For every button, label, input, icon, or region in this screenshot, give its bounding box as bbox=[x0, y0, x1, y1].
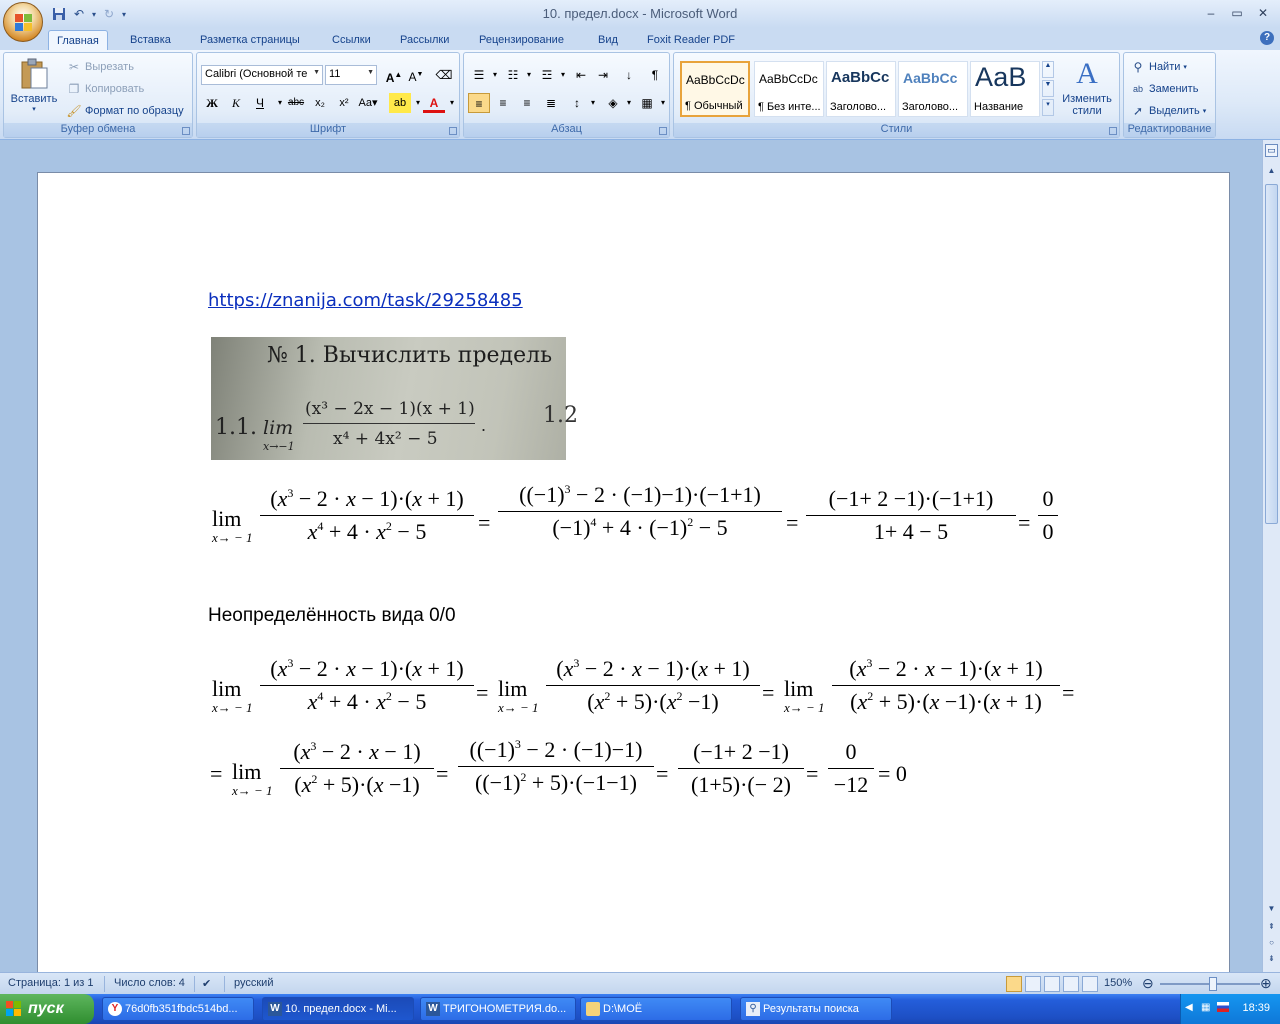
maximize-button[interactable]: ▭ bbox=[1231, 6, 1243, 20]
taskbar-item-search-results[interactable] bbox=[740, 997, 892, 1021]
bullets-icon[interactable]: ☰ bbox=[473, 68, 485, 82]
style-sample: AaBbCс bbox=[831, 69, 890, 86]
equals-sign: = bbox=[436, 761, 449, 786]
vertical-scrollbar[interactable] bbox=[1262, 140, 1280, 972]
paste-button[interactable] bbox=[7, 56, 61, 118]
font-group bbox=[196, 52, 460, 138]
windows-logo-icon bbox=[6, 1001, 22, 1017]
undo-dropdown-icon[interactable]: ▾ bbox=[91, 9, 96, 19]
cursor-icon: ➚ bbox=[1132, 104, 1144, 118]
taskbar-item-folder[interactable] bbox=[580, 997, 732, 1021]
styles-launcher-icon[interactable] bbox=[1109, 127, 1117, 135]
replace-button[interactable] bbox=[1130, 79, 1198, 99]
tab-home[interactable]: Главная bbox=[48, 30, 108, 50]
window-title: 10. предел.docx - Microsoft Word bbox=[542, 6, 738, 21]
help-icon[interactable]: ? bbox=[1260, 31, 1274, 45]
borders-icon[interactable]: ▦ bbox=[641, 96, 653, 110]
style-no-spacing[interactable] bbox=[754, 61, 824, 117]
clock[interactable]: 18:39 bbox=[1242, 1002, 1270, 1014]
change-case-icon[interactable]: Aa▾ bbox=[358, 97, 378, 109]
scroll-up-icon[interactable]: ▲ bbox=[1267, 166, 1276, 175]
scroll-thumb[interactable] bbox=[1265, 184, 1278, 524]
font-name-field[interactable] bbox=[201, 65, 323, 85]
font-color-icon[interactable]: A bbox=[423, 93, 445, 113]
style-sample: AaBbCc bbox=[903, 70, 958, 86]
fraction: $(x^3 - 2 \cdot x - 1)\cdot(x + 1)$ $x^4 + 4 \cdot x^2 - 5$ bbox=[260, 486, 474, 545]
editing-group bbox=[1123, 52, 1216, 138]
paragraph-group bbox=[463, 52, 670, 138]
find-label: Найти bbox=[1149, 61, 1181, 73]
customize-qat-icon[interactable]: ▾ bbox=[121, 9, 126, 19]
underline-icon[interactable]: Ч bbox=[256, 96, 264, 110]
font-name-value: Calibri (Основной те bbox=[205, 68, 308, 80]
equals-sign: = bbox=[210, 761, 223, 786]
fraction: $(x^3 - 2 \cdot x - 1)\cdot(x + 1)$ $(x^2 + 5)\cdot(x^2 -1)$ bbox=[546, 656, 760, 715]
underline-dropdown-icon[interactable]: ▾ bbox=[277, 98, 282, 107]
task-label: D:\МОЁ bbox=[603, 1003, 643, 1015]
style-title[interactable] bbox=[970, 61, 1040, 117]
superscript-icon[interactable]: x² bbox=[339, 97, 349, 109]
shrink-font-icon[interactable]: A▼ bbox=[408, 70, 424, 84]
photo-next-item: 1.2 bbox=[543, 403, 578, 428]
task-label: Результаты поиска bbox=[763, 1003, 859, 1015]
limit-operator: lim x→ − 1 bbox=[232, 759, 273, 798]
tab-review[interactable]: Рецензирование bbox=[479, 34, 564, 46]
print-layout-view-icon[interactable] bbox=[1006, 976, 1022, 992]
grow-font-icon[interactable]: A▲ bbox=[385, 70, 403, 85]
undefined-form-text: Неопределённость вида 0/0 bbox=[208, 605, 456, 626]
photo-item-number: 1.1. bbox=[215, 415, 257, 440]
styles-group-label: Стили bbox=[674, 123, 1119, 137]
tab-references[interactable]: Ссылки bbox=[332, 34, 371, 46]
styles-group bbox=[673, 52, 1120, 138]
window-controls bbox=[1200, 4, 1274, 22]
equals-sign: = bbox=[478, 510, 491, 535]
limit-operator: lim x→ − 1 bbox=[212, 506, 253, 545]
subscript-icon[interactable]: x₂ bbox=[315, 97, 325, 109]
paste-label: Вставить bbox=[10, 93, 58, 105]
title-bar bbox=[0, 0, 1280, 28]
flag-icon[interactable] bbox=[1217, 1002, 1229, 1012]
photo-denominator: x⁴ + 4x² − 5 bbox=[333, 429, 438, 449]
tray-expand-icon[interactable]: ◀ bbox=[1185, 1002, 1193, 1013]
ribbon bbox=[0, 50, 1280, 140]
binoculars-icon: ⚲ bbox=[1133, 60, 1143, 74]
fraction: $(x^3 - 2 \cdot x - 1)\cdot(x + 1)$ $x^4 + 4 \cdot x^2 - 5$ bbox=[260, 656, 474, 715]
limit-operator: lim x→ − 1 bbox=[212, 676, 253, 715]
change-styles-icon: A bbox=[1076, 57, 1098, 90]
paste-dropdown-icon: ▾ bbox=[32, 106, 36, 113]
style-name: Заголово... bbox=[830, 101, 887, 113]
draft-view-icon[interactable] bbox=[1082, 976, 1098, 992]
strikethrough-icon[interactable]: abc bbox=[287, 97, 305, 108]
equals-sign: = bbox=[806, 761, 819, 786]
show-formatting-icon[interactable]: ¶ bbox=[651, 68, 659, 82]
limit-operator: lim x→ − 1 bbox=[498, 676, 539, 715]
style-name: Название bbox=[974, 101, 1024, 113]
format-painter-label: Формат по образцу bbox=[85, 105, 184, 117]
clipboard-group bbox=[3, 52, 193, 138]
next-page-icon[interactable]: ⇟ bbox=[1268, 954, 1275, 963]
replace-icon: ab bbox=[1132, 84, 1143, 94]
fraction: 0 −12 bbox=[828, 739, 874, 798]
style-heading-2[interactable] bbox=[898, 61, 968, 117]
style-sample: AaBbCcDc bbox=[759, 72, 818, 86]
style-sample: AaBbCcDc bbox=[686, 73, 745, 87]
taskbar-item-word-trig[interactable] bbox=[420, 997, 576, 1021]
change-styles-button[interactable] bbox=[1058, 55, 1116, 121]
font-launcher-icon[interactable] bbox=[449, 127, 457, 135]
equals-sign: = bbox=[762, 680, 775, 705]
photo-period: . bbox=[481, 415, 487, 435]
numbering-icon[interactable]: ☷ bbox=[507, 68, 519, 82]
editing-group-label: Редактирование bbox=[1124, 123, 1215, 137]
tab-page-layout[interactable]: Разметка страницы bbox=[200, 34, 300, 46]
clipboard-launcher-icon[interactable] bbox=[182, 127, 190, 135]
task-photo bbox=[211, 337, 578, 460]
justify-icon[interactable]: ≣ bbox=[545, 96, 557, 110]
align-left-icon[interactable]: ≡ bbox=[468, 93, 490, 113]
tab-insert[interactable]: Вставка bbox=[130, 34, 171, 46]
office-button[interactable] bbox=[3, 2, 43, 42]
view-ruler-icon[interactable]: ▭ bbox=[1265, 144, 1278, 157]
equation-2-line-1 bbox=[212, 650, 1112, 730]
highlight-dropdown-icon[interactable]: ▾ bbox=[415, 98, 420, 107]
align-center-icon[interactable]: ≡ bbox=[499, 96, 507, 110]
cut-label: Вырезать bbox=[85, 61, 134, 73]
fraction: $((-1)^3 - 2 \cdot (-1)-1)$ $((-1)^2 + 5)\cdot(-1-1)$ bbox=[458, 737, 654, 796]
equals-sign: = bbox=[476, 680, 489, 705]
zoom-slider-thumb[interactable] bbox=[1209, 977, 1217, 991]
chevron-down-icon: ▾ bbox=[1202, 108, 1207, 115]
equals-sign: = bbox=[786, 510, 799, 535]
select-label: Выделить bbox=[1149, 105, 1200, 117]
task-label: ТРИГОНОМЕТРИЯ.do... bbox=[443, 1003, 567, 1015]
status-bar bbox=[0, 972, 1280, 994]
zoom-in-icon[interactable]: ⊕ bbox=[1260, 975, 1272, 991]
equation-1 bbox=[212, 478, 1112, 568]
document-page[interactable] bbox=[37, 172, 1230, 992]
shading-icon[interactable]: ◈ bbox=[608, 96, 618, 110]
format-painter-button[interactable] bbox=[66, 101, 184, 121]
task-label: 10. предел.docx - Mi... bbox=[285, 1003, 397, 1015]
close-button[interactable]: ✕ bbox=[1257, 6, 1269, 20]
brush-icon: 🖌 bbox=[66, 104, 82, 118]
photo-title: № 1. Вычислить предель bbox=[267, 343, 553, 368]
cut-button[interactable] bbox=[66, 57, 134, 77]
clipboard-group-label: Буфер обмена bbox=[4, 123, 192, 137]
folder-icon bbox=[586, 1002, 600, 1016]
sort-icon[interactable]: ↓ bbox=[626, 68, 632, 82]
increase-indent-icon[interactable]: ⇥ bbox=[597, 68, 609, 82]
full-screen-reading-view-icon[interactable] bbox=[1025, 976, 1041, 992]
scissors-icon: ✂ bbox=[68, 60, 80, 74]
style-heading-1[interactable] bbox=[826, 61, 896, 117]
document-area bbox=[0, 140, 1262, 972]
task-label: 76d0fb351fbdc514bd... bbox=[125, 1003, 238, 1015]
browse-object-icon[interactable]: ○ bbox=[1269, 938, 1274, 947]
status-divider bbox=[104, 976, 105, 992]
status-divider bbox=[194, 976, 195, 992]
font-group-label: Шрифт bbox=[197, 123, 459, 137]
taskbar-item-browser[interactable] bbox=[102, 997, 254, 1021]
paste-icon bbox=[19, 58, 49, 90]
copy-label: Копировать bbox=[85, 83, 145, 95]
style-name: Заголово... bbox=[902, 101, 959, 113]
start-label: пуск bbox=[28, 1000, 64, 1017]
multilevel-dropdown-icon[interactable]: ▾ bbox=[560, 70, 565, 79]
fraction: $(x^3 - 2 \cdot x - 1)$ $(x^2 + 5)\cdot(x -1)$ bbox=[280, 739, 434, 798]
quick-access-toolbar bbox=[50, 4, 128, 24]
tab-mailings[interactable]: Рассылки bbox=[400, 34, 450, 46]
start-button[interactable] bbox=[0, 994, 94, 1024]
system-tray bbox=[1180, 994, 1280, 1024]
ribbon-tabs bbox=[0, 28, 1280, 50]
web-layout-view-icon[interactable] bbox=[1044, 976, 1060, 992]
status-divider bbox=[224, 976, 225, 992]
previous-page-icon[interactable]: ⇞ bbox=[1268, 922, 1275, 931]
taskbar-item-word-limit[interactable] bbox=[262, 997, 414, 1021]
equals-sign: = bbox=[1018, 510, 1031, 535]
chevron-down-icon: ▼ bbox=[367, 69, 374, 76]
style-name: ¶ Обычный bbox=[685, 100, 743, 112]
line-spacing-dropdown-icon[interactable]: ▾ bbox=[590, 98, 595, 107]
scroll-down-icon[interactable]: ▼ bbox=[1267, 904, 1276, 913]
tab-foxit-reader-pdf[interactable]: Foxit Reader PDF bbox=[647, 34, 736, 46]
zoom-level[interactable]: 150% bbox=[1104, 977, 1133, 989]
styles-more-icon[interactable]: ▾ bbox=[1042, 99, 1054, 116]
save-icon[interactable] bbox=[50, 5, 68, 23]
photo-fraction-bar bbox=[303, 423, 475, 424]
undo-icon[interactable]: ↶ bbox=[73, 7, 85, 21]
fraction: $((-1)^3 - 2 \cdot (-1)-1)\cdot(-1+1)$ $(-1)^4 + 4 \cdot (-1)^2 - 5$ bbox=[498, 482, 782, 541]
photo-numerator: (x³ − 2x − 1)(x + 1) bbox=[305, 399, 475, 419]
equation-2-line-2 bbox=[210, 733, 1110, 817]
find-button[interactable] bbox=[1130, 57, 1187, 77]
fraction: (−1+ 2 −1) (1+5)·(− 2) bbox=[678, 739, 804, 798]
outline-view-icon[interactable] bbox=[1063, 976, 1079, 992]
font-color-dropdown-icon[interactable]: ▾ bbox=[449, 98, 454, 107]
paragraph-group-label: Абзац bbox=[464, 123, 669, 137]
align-right-icon[interactable]: ≡ bbox=[523, 96, 531, 110]
copy-icon: ❐ bbox=[68, 82, 80, 96]
page-count[interactable]: Страница: 1 из 1 bbox=[8, 977, 94, 989]
italic-icon[interactable]: К bbox=[232, 96, 240, 110]
line-spacing-icon[interactable]: ↕ bbox=[574, 96, 580, 110]
network-icon[interactable]: ▦ bbox=[1201, 1002, 1211, 1013]
change-styles-label-2: стили bbox=[1072, 105, 1102, 117]
limit-operator: lim x→ − 1 bbox=[784, 676, 825, 715]
fraction: 0 0 bbox=[1038, 486, 1058, 545]
equals-sign: = bbox=[656, 761, 669, 786]
chevron-down-icon: ▼ bbox=[313, 69, 320, 76]
paragraph-launcher-icon[interactable] bbox=[659, 127, 667, 135]
multilevel-list-icon[interactable]: ☲ bbox=[541, 68, 553, 82]
styles-scroll-up-icon[interactable]: ▲ bbox=[1042, 61, 1054, 78]
yandex-browser-icon: Y bbox=[108, 1002, 122, 1016]
bullets-dropdown-icon[interactable]: ▾ bbox=[492, 70, 497, 79]
font-size-field[interactable] bbox=[325, 65, 377, 85]
styles-scroll-down-icon[interactable]: ▼ bbox=[1042, 80, 1054, 97]
minimize-button[interactable]: – bbox=[1207, 6, 1215, 20]
copy-button[interactable] bbox=[66, 79, 144, 99]
clear-formatting-icon[interactable]: ⌫ bbox=[435, 68, 453, 82]
replace-label: Заменить bbox=[1149, 83, 1199, 95]
photo-lim-subscript: x→−1 bbox=[263, 440, 295, 453]
word-document-icon: W bbox=[426, 1002, 440, 1016]
office-logo-icon bbox=[15, 14, 33, 32]
borders-dropdown-icon[interactable]: ▾ bbox=[660, 98, 665, 107]
highlight-icon[interactable]: ab bbox=[389, 93, 411, 113]
word-document-icon: W bbox=[268, 1002, 282, 1016]
equals-sign: = 0 bbox=[878, 761, 907, 786]
fraction: $(x^3 - 2 \cdot x - 1)\cdot(x + 1)$ $(x^2 + 5)\cdot(x -1)\cdot(x + 1)$ bbox=[832, 656, 1060, 715]
style-normal[interactable] bbox=[680, 61, 750, 117]
font-size-value: 11 bbox=[329, 68, 341, 80]
numbering-dropdown-icon[interactable]: ▾ bbox=[526, 70, 531, 79]
fraction: (−1+ 2 −1)·(−1+1) 1+ 4 − 5 bbox=[806, 486, 1016, 545]
select-button[interactable] bbox=[1130, 101, 1206, 121]
equals-sign: = bbox=[1062, 680, 1075, 705]
style-sample: АаВ bbox=[975, 62, 1027, 92]
taskbar bbox=[0, 994, 1280, 1024]
search-results-icon: ⚲ bbox=[746, 1002, 760, 1016]
language-indicator[interactable]: русский bbox=[234, 977, 274, 989]
hyperlink[interactable]: https://znanija.com/task/29258485 bbox=[208, 290, 523, 311]
bold-icon[interactable]: Ж bbox=[206, 96, 218, 110]
word-count[interactable]: Число слов: 4 bbox=[114, 977, 185, 989]
zoom-out-icon[interactable]: ⊖ bbox=[1142, 975, 1154, 991]
style-name: ¶ Без инте... bbox=[758, 101, 821, 113]
chevron-down-icon: ▾ bbox=[1183, 64, 1187, 71]
photo-lim: lim bbox=[263, 417, 294, 439]
spelling-check-icon[interactable]: ✔ bbox=[202, 978, 212, 990]
change-styles-label-1: Изменить bbox=[1062, 93, 1112, 105]
decrease-indent-icon[interactable]: ⇤ bbox=[575, 68, 587, 82]
shading-dropdown-icon[interactable]: ▾ bbox=[626, 98, 631, 107]
redo-icon[interactable]: ↻ bbox=[103, 7, 115, 21]
tab-view[interactable]: Вид bbox=[598, 34, 618, 46]
